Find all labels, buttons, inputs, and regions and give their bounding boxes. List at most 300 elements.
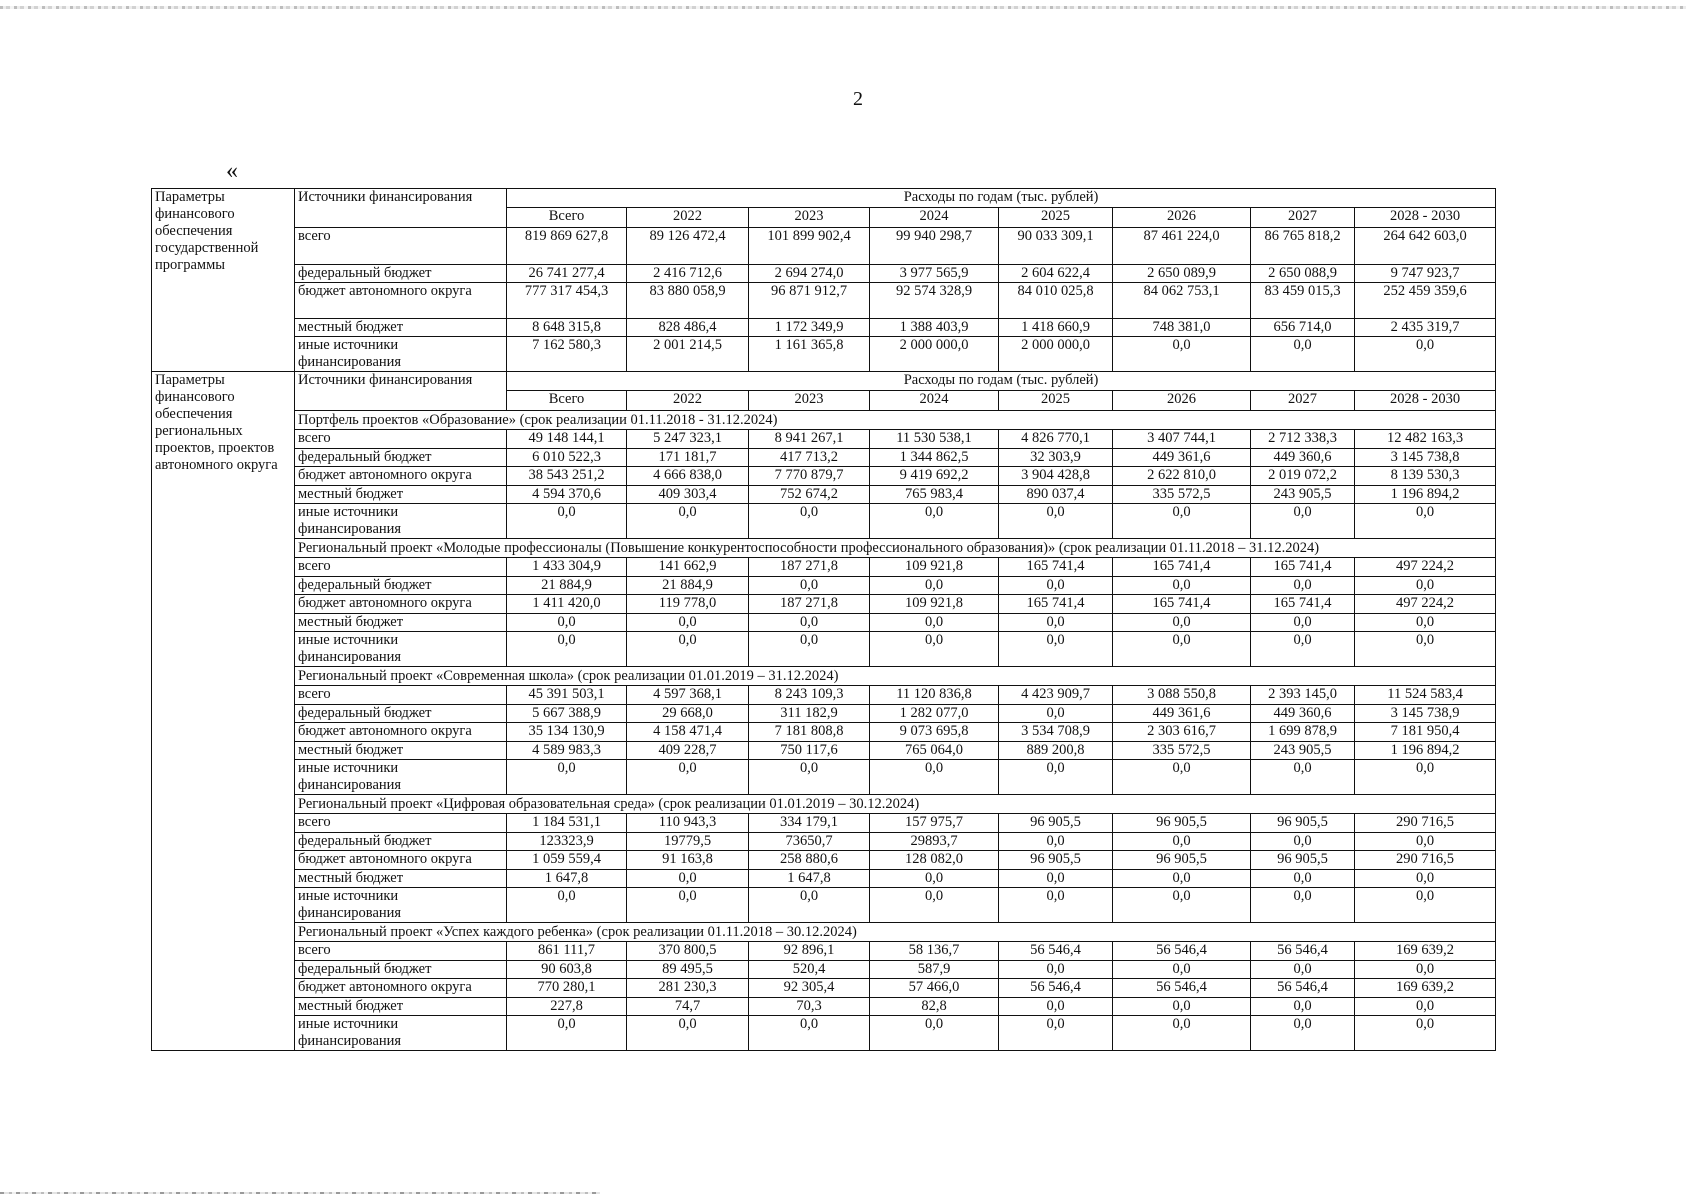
value-2024: 0,0 <box>870 1016 999 1051</box>
value-2024: 9 073 695,8 <box>870 723 999 742</box>
value-total: 8 648 315,8 <box>507 319 627 337</box>
value-2024: 11 530 538,1 <box>870 430 999 449</box>
value-2027: 56 546,4 <box>1251 979 1355 998</box>
table-row <box>152 577 1496 595</box>
value-total: 1 411 420,0 <box>507 595 627 614</box>
value-2024: 128 082,0 <box>870 851 999 870</box>
opening-quote-mark: « <box>226 158 238 184</box>
value-2022: 0,0 <box>627 760 749 795</box>
value-2026: 2 622 810,0 <box>1113 467 1251 486</box>
value-2022: 370 800,5 <box>627 942 749 961</box>
value-total: 5 667 388,9 <box>507 705 627 723</box>
value-2028-2030: 0,0 <box>1355 998 1496 1016</box>
value-2027: 1 699 878,9 <box>1251 723 1355 742</box>
value-2022: 281 230,3 <box>627 979 749 998</box>
value-2028-2030: 169 639,2 <box>1355 942 1496 961</box>
value-2026: 2 650 089,9 <box>1113 265 1251 283</box>
value-total: 0,0 <box>507 632 627 667</box>
value-2024: 0,0 <box>870 760 999 795</box>
value-2028-2030: 0,0 <box>1355 760 1496 795</box>
value-2027: 0,0 <box>1251 961 1355 979</box>
source-other-sources: иные источники финансирования <box>295 504 507 539</box>
value-2022: 409 303,4 <box>627 486 749 504</box>
value-2023: 0,0 <box>749 888 870 923</box>
value-2027: 96 905,5 <box>1251 814 1355 833</box>
value-2023: 8 941 267,1 <box>749 430 870 449</box>
column-header-2028-2030: 2028 - 2030 <box>1355 208 1496 228</box>
source-district-budget: бюджет автономного округа <box>295 723 507 742</box>
table-row <box>152 228 1496 265</box>
value-2027: 0,0 <box>1251 870 1355 888</box>
value-total: 1 647,8 <box>507 870 627 888</box>
column-header-2026: 2026 <box>1113 391 1251 411</box>
source-federal-budget: федеральный бюджет <box>295 265 507 283</box>
source-federal-budget: федеральный бюджет <box>295 833 507 851</box>
value-2022: 0,0 <box>627 632 749 667</box>
table-row <box>152 337 1496 372</box>
value-2025: 96 905,5 <box>999 814 1113 833</box>
column-header-2023: 2023 <box>749 391 870 411</box>
value-2027: 2 650 088,9 <box>1251 265 1355 283</box>
value-2026: 0,0 <box>1113 961 1251 979</box>
value-2025: 4 826 770,1 <box>999 430 1113 449</box>
value-2024: 11 120 836,8 <box>870 686 999 705</box>
table-row <box>152 723 1496 742</box>
value-2025: 165 741,4 <box>999 595 1113 614</box>
source-district-budget: бюджет автономного округа <box>295 979 507 998</box>
value-total: 1 184 531,1 <box>507 814 627 833</box>
value-2024: 587,9 <box>870 961 999 979</box>
value-2027: 0,0 <box>1251 577 1355 595</box>
section-title-row <box>152 539 1496 558</box>
table-row <box>152 705 1496 723</box>
value-2025: 0,0 <box>999 888 1113 923</box>
source-other-sources: иные источники финансирования <box>295 632 507 667</box>
value-2025: 0,0 <box>999 760 1113 795</box>
header-expenses-cell: Расходы по годам (тыс. рублей) <box>507 372 1496 391</box>
value-2026: 0,0 <box>1113 337 1251 372</box>
table-row <box>152 833 1496 851</box>
value-2023: 0,0 <box>749 504 870 539</box>
source-local-budget: местный бюджет <box>295 870 507 888</box>
value-total: 770 280,1 <box>507 979 627 998</box>
table-row <box>152 265 1496 283</box>
value-total: 0,0 <box>507 504 627 539</box>
header-source-cell: Источники финансирования <box>295 372 507 411</box>
value-2028-2030: 12 482 163,3 <box>1355 430 1496 449</box>
section-title-row <box>152 923 1496 942</box>
value-2028-2030: 0,0 <box>1355 632 1496 667</box>
value-2027: 2 712 338,3 <box>1251 430 1355 449</box>
source-federal-budget: федеральный бюджет <box>295 449 507 467</box>
value-2024: 9 419 692,2 <box>870 467 999 486</box>
table-row <box>152 595 1496 614</box>
value-2023: 520,4 <box>749 961 870 979</box>
table-row <box>152 870 1496 888</box>
value-2028-2030: 0,0 <box>1355 504 1496 539</box>
value-2022: 91 163,8 <box>627 851 749 870</box>
value-2026: 0,0 <box>1113 1016 1251 1051</box>
column-header-total: Всего <box>507 208 627 228</box>
section-title: Региональный проект «Современная школа» (срок реализации 01.01.2019 – 31.12.2024) <box>295 667 1496 686</box>
table-row <box>152 888 1496 923</box>
header-row <box>152 372 1496 391</box>
source-local-budget: местный бюджет <box>295 614 507 632</box>
value-2024: 99 940 298,7 <box>870 228 999 265</box>
value-2026: 96 905,5 <box>1113 814 1251 833</box>
section-title: Региональный проект «Молодые профессионалы (Повышение конкурентоспособности профессионального образования)» (срок реализации 01.11.2018 – 31.12.2024) <box>295 539 1496 558</box>
value-2023: 73650,7 <box>749 833 870 851</box>
section-title-row <box>152 411 1496 430</box>
value-2023: 8 243 109,3 <box>749 686 870 705</box>
value-2022: 828 486,4 <box>627 319 749 337</box>
value-2025: 890 037,4 <box>999 486 1113 504</box>
column-header-2027: 2027 <box>1251 208 1355 228</box>
value-2027: 243 905,5 <box>1251 742 1355 760</box>
value-2026: 3 088 550,8 <box>1113 686 1251 705</box>
value-2026: 0,0 <box>1113 870 1251 888</box>
value-total: 26 741 277,4 <box>507 265 627 283</box>
value-2024: 3 977 565,9 <box>870 265 999 283</box>
value-2023: 0,0 <box>749 632 870 667</box>
value-2028-2030: 0,0 <box>1355 888 1496 923</box>
value-2025: 0,0 <box>999 870 1113 888</box>
value-2023: 311 182,9 <box>749 705 870 723</box>
value-2028-2030: 497 224,2 <box>1355 558 1496 577</box>
value-2023: 1 161 365,8 <box>749 337 870 372</box>
value-2025: 889 200,8 <box>999 742 1113 760</box>
value-total: 35 134 130,9 <box>507 723 627 742</box>
value-2028-2030: 2 435 319,7 <box>1355 319 1496 337</box>
value-2026: 2 303 616,7 <box>1113 723 1251 742</box>
value-2025: 2 000 000,0 <box>999 337 1113 372</box>
value-total: 6 010 522,3 <box>507 449 627 467</box>
value-2023: 0,0 <box>749 614 870 632</box>
value-total: 0,0 <box>507 888 627 923</box>
value-2026: 84 062 753,1 <box>1113 283 1251 319</box>
value-total: 819 869 627,8 <box>507 228 627 265</box>
value-2022: 119 778,0 <box>627 595 749 614</box>
source-local-budget: местный бюджет <box>295 319 507 337</box>
table-row <box>152 760 1496 795</box>
value-2025: 0,0 <box>999 961 1113 979</box>
source-district-budget: бюджет автономного округа <box>295 283 507 319</box>
value-2023: 0,0 <box>749 1016 870 1051</box>
value-2025: 3 534 708,9 <box>999 723 1113 742</box>
value-total: 777 317 454,3 <box>507 283 627 319</box>
source-other-sources: иные источники финансирования <box>295 1016 507 1051</box>
header-expenses-cell: Расходы по годам (тыс. рублей) <box>507 189 1496 208</box>
value-2025: 56 546,4 <box>999 979 1113 998</box>
table-row <box>152 486 1496 504</box>
column-header-2022: 2022 <box>627 391 749 411</box>
source-local-budget: местный бюджет <box>295 998 507 1016</box>
value-2023: 0,0 <box>749 577 870 595</box>
param-label-regional-projects: Параметры финансового обеспечения региональных проектов, проектов автономного округа <box>152 372 295 1051</box>
value-total: 861 111,7 <box>507 942 627 961</box>
value-2025: 90 033 309,1 <box>999 228 1113 265</box>
value-2026: 0,0 <box>1113 632 1251 667</box>
table-row <box>152 467 1496 486</box>
value-2022: 21 884,9 <box>627 577 749 595</box>
value-2027: 56 546,4 <box>1251 942 1355 961</box>
value-2026: 0,0 <box>1113 760 1251 795</box>
source-federal-budget: федеральный бюджет <box>295 577 507 595</box>
column-header-2025: 2025 <box>999 391 1113 411</box>
value-2028-2030: 290 716,5 <box>1355 851 1496 870</box>
param-label-state-program: Параметры финансового обеспечения государственной программы <box>152 189 295 372</box>
value-2024: 109 921,8 <box>870 558 999 577</box>
value-2024: 765 064,0 <box>870 742 999 760</box>
value-2026: 0,0 <box>1113 504 1251 539</box>
section-title: Региональный проект «Цифровая образовательная среда» (срок реализации 01.01.2019 – 30.12.2024) <box>295 795 1496 814</box>
value-total: 45 391 503,1 <box>507 686 627 705</box>
value-2025: 0,0 <box>999 833 1113 851</box>
column-header-2028-2030: 2028 - 2030 <box>1355 391 1496 411</box>
value-2024: 29893,7 <box>870 833 999 851</box>
value-2028-2030: 290 716,5 <box>1355 814 1496 833</box>
column-header-2027: 2027 <box>1251 391 1355 411</box>
value-2026: 0,0 <box>1113 833 1251 851</box>
section-title-row <box>152 667 1496 686</box>
value-total: 7 162 580,3 <box>507 337 627 372</box>
value-2023: 1 647,8 <box>749 870 870 888</box>
value-2023: 92 896,1 <box>749 942 870 961</box>
value-2026: 335 572,5 <box>1113 486 1251 504</box>
value-2022: 5 247 323,1 <box>627 430 749 449</box>
value-2028-2030: 169 639,2 <box>1355 979 1496 998</box>
source-other-sources: иные источники финансирования <box>295 337 507 372</box>
value-2023: 258 880,6 <box>749 851 870 870</box>
value-2028-2030: 1 196 894,2 <box>1355 742 1496 760</box>
value-2026: 0,0 <box>1113 577 1251 595</box>
value-2027: 0,0 <box>1251 888 1355 923</box>
scan-artifact-bottom <box>0 1192 600 1194</box>
source-federal-budget: федеральный бюджет <box>295 961 507 979</box>
value-2028-2030: 252 459 359,6 <box>1355 283 1496 319</box>
value-2025: 84 010 025,8 <box>999 283 1113 319</box>
value-2024: 58 136,7 <box>870 942 999 961</box>
value-total: 1 059 559,4 <box>507 851 627 870</box>
value-2027: 96 905,5 <box>1251 851 1355 870</box>
value-2025: 3 904 428,8 <box>999 467 1113 486</box>
value-2024: 109 921,8 <box>870 595 999 614</box>
value-2027: 0,0 <box>1251 632 1355 667</box>
value-2027: 83 459 015,3 <box>1251 283 1355 319</box>
value-2026: 56 546,4 <box>1113 942 1251 961</box>
value-2027: 2 393 145,0 <box>1251 686 1355 705</box>
value-2026: 0,0 <box>1113 888 1251 923</box>
value-2027: 243 905,5 <box>1251 486 1355 504</box>
value-2028-2030: 0,0 <box>1355 870 1496 888</box>
value-2022: 171 181,7 <box>627 449 749 467</box>
value-2026: 0,0 <box>1113 614 1251 632</box>
value-2027: 449 360,6 <box>1251 449 1355 467</box>
value-2022: 0,0 <box>627 504 749 539</box>
value-2024: 1 344 862,5 <box>870 449 999 467</box>
value-2026: 0,0 <box>1113 998 1251 1016</box>
value-2025: 0,0 <box>999 504 1113 539</box>
value-2027: 86 765 818,2 <box>1251 228 1355 265</box>
source-total: всего <box>295 228 507 265</box>
value-2028-2030: 0,0 <box>1355 577 1496 595</box>
column-header-2025: 2025 <box>999 208 1113 228</box>
value-2023: 1 172 349,9 <box>749 319 870 337</box>
value-2022: 83 880 058,9 <box>627 283 749 319</box>
value-2028-2030: 11 524 583,4 <box>1355 686 1496 705</box>
scan-artifact-top <box>0 6 1686 9</box>
value-2027: 2 019 072,2 <box>1251 467 1355 486</box>
value-2023: 2 694 274,0 <box>749 265 870 283</box>
value-2023: 7 181 808,8 <box>749 723 870 742</box>
value-2025: 0,0 <box>999 705 1113 723</box>
value-2027: 165 741,4 <box>1251 595 1355 614</box>
source-district-budget: бюджет автономного округа <box>295 595 507 614</box>
value-2024: 0,0 <box>870 870 999 888</box>
value-2028-2030: 497 224,2 <box>1355 595 1496 614</box>
value-2028-2030: 0,0 <box>1355 833 1496 851</box>
value-2027: 449 360,6 <box>1251 705 1355 723</box>
value-total: 0,0 <box>507 760 627 795</box>
value-2023: 750 117,6 <box>749 742 870 760</box>
value-2022: 74,7 <box>627 998 749 1016</box>
value-2022: 0,0 <box>627 614 749 632</box>
value-2024: 765 983,4 <box>870 486 999 504</box>
value-2022: 0,0 <box>627 1016 749 1051</box>
source-other-sources: иные источники финансирования <box>295 760 507 795</box>
value-total: 0,0 <box>507 614 627 632</box>
value-total: 123323,9 <box>507 833 627 851</box>
value-2022: 89 126 472,4 <box>627 228 749 265</box>
value-2027: 0,0 <box>1251 1016 1355 1051</box>
value-total: 4 594 370,6 <box>507 486 627 504</box>
value-2025: 96 905,5 <box>999 851 1113 870</box>
value-total: 1 433 304,9 <box>507 558 627 577</box>
value-total: 21 884,9 <box>507 577 627 595</box>
value-total: 49 148 144,1 <box>507 430 627 449</box>
table-row <box>152 558 1496 577</box>
value-2026: 56 546,4 <box>1113 979 1251 998</box>
table-row <box>152 742 1496 760</box>
source-district-budget: бюджет автономного округа <box>295 467 507 486</box>
value-2028-2030: 3 145 738,8 <box>1355 449 1496 467</box>
source-total: всего <box>295 686 507 705</box>
value-2024: 1 282 077,0 <box>870 705 999 723</box>
value-2022: 89 495,5 <box>627 961 749 979</box>
value-2028-2030: 0,0 <box>1355 961 1496 979</box>
value-2027: 0,0 <box>1251 760 1355 795</box>
value-2025: 2 604 622,4 <box>999 265 1113 283</box>
value-2028-2030: 7 181 950,4 <box>1355 723 1496 742</box>
header-row <box>152 189 1496 208</box>
source-local-budget: местный бюджет <box>295 486 507 504</box>
value-2024: 0,0 <box>870 504 999 539</box>
value-2027: 0,0 <box>1251 337 1355 372</box>
value-2023: 96 871 912,7 <box>749 283 870 319</box>
value-total: 4 589 983,3 <box>507 742 627 760</box>
value-2025: 0,0 <box>999 1016 1113 1051</box>
header-source-cell: Источники финансирования <box>295 189 507 228</box>
value-2028-2030: 0,0 <box>1355 337 1496 372</box>
value-2023: 417 713,2 <box>749 449 870 467</box>
value-2022: 4 597 368,1 <box>627 686 749 705</box>
table-row <box>152 614 1496 632</box>
financing-table <box>151 188 1496 1051</box>
page-number: 2 <box>853 88 863 110</box>
value-2025: 32 303,9 <box>999 449 1113 467</box>
value-2028-2030: 8 139 530,3 <box>1355 467 1496 486</box>
table-row <box>152 449 1496 467</box>
table-row <box>152 961 1496 979</box>
source-other-sources: иные источники финансирования <box>295 888 507 923</box>
value-2022: 2 001 214,5 <box>627 337 749 372</box>
value-2025: 56 546,4 <box>999 942 1113 961</box>
table-row <box>152 814 1496 833</box>
value-2024: 1 388 403,9 <box>870 319 999 337</box>
value-2028-2030: 264 642 603,0 <box>1355 228 1496 265</box>
column-header-2024: 2024 <box>870 391 999 411</box>
value-2026: 87 461 224,0 <box>1113 228 1251 265</box>
value-2022: 110 943,3 <box>627 814 749 833</box>
value-2023: 101 899 902,4 <box>749 228 870 265</box>
value-2028-2030: 9 747 923,7 <box>1355 265 1496 283</box>
value-2023: 0,0 <box>749 760 870 795</box>
table-row <box>152 1016 1496 1051</box>
column-header-total: Всего <box>507 391 627 411</box>
value-2025: 0,0 <box>999 632 1113 667</box>
value-2024: 0,0 <box>870 614 999 632</box>
value-2022: 0,0 <box>627 870 749 888</box>
value-2026: 3 407 744,1 <box>1113 430 1251 449</box>
value-2024: 0,0 <box>870 632 999 667</box>
value-2023: 70,3 <box>749 998 870 1016</box>
value-2026: 449 361,6 <box>1113 705 1251 723</box>
value-2028-2030: 0,0 <box>1355 614 1496 632</box>
column-header-2024: 2024 <box>870 208 999 228</box>
value-2026: 335 572,5 <box>1113 742 1251 760</box>
value-2027: 0,0 <box>1251 614 1355 632</box>
section-title: Региональный проект «Успех каждого ребенка» (срок реализации 01.11.2018 – 30.12.2024) <box>295 923 1496 942</box>
value-2022: 4 158 471,4 <box>627 723 749 742</box>
value-2023: 334 179,1 <box>749 814 870 833</box>
value-total: 90 603,8 <box>507 961 627 979</box>
table-row <box>152 283 1496 319</box>
table-row <box>152 979 1496 998</box>
value-2022: 409 228,7 <box>627 742 749 760</box>
value-2028-2030: 0,0 <box>1355 1016 1496 1051</box>
value-2026: 449 361,6 <box>1113 449 1251 467</box>
table-row <box>152 632 1496 667</box>
value-2023: 752 674,2 <box>749 486 870 504</box>
source-local-budget: местный бюджет <box>295 742 507 760</box>
source-federal-budget: федеральный бюджет <box>295 705 507 723</box>
value-2025: 165 741,4 <box>999 558 1113 577</box>
value-2024: 92 574 328,9 <box>870 283 999 319</box>
table-row <box>152 319 1496 337</box>
column-header-2022: 2022 <box>627 208 749 228</box>
value-2025: 0,0 <box>999 998 1113 1016</box>
value-2027: 656 714,0 <box>1251 319 1355 337</box>
value-2026: 748 381,0 <box>1113 319 1251 337</box>
column-header-2026: 2026 <box>1113 208 1251 228</box>
value-2024: 0,0 <box>870 577 999 595</box>
source-total: всего <box>295 558 507 577</box>
value-total: 38 543 251,2 <box>507 467 627 486</box>
table-row <box>152 504 1496 539</box>
value-2027: 0,0 <box>1251 504 1355 539</box>
value-2024: 2 000 000,0 <box>870 337 999 372</box>
source-total: всего <box>295 814 507 833</box>
